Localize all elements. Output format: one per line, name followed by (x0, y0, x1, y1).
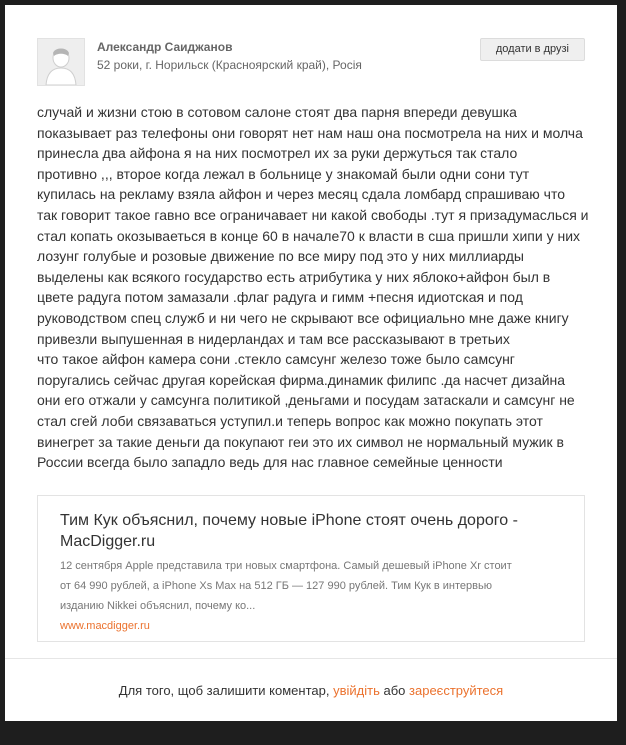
link-preview-description-line: от 64 990 рублей, а iPhone Xs Max на 512 ГБ — 127 990 рублей. Тим Кук в интервью (60, 580, 492, 592)
post-text-line: они его отжали у самсунга политикой ,деньгами и посудам затаскали и самсунг не (37, 392, 575, 409)
link-preview-description (60, 556, 570, 616)
post-text-line: так говорит такое гавно все ограничавает ни какой свободы .тут я призадумаслься и (37, 206, 589, 223)
comment-prompt-or: або (383, 683, 406, 698)
post-text-line: цвете радуга потом замазали .флаг радуга и гимм +песня идиотская и под (37, 289, 523, 306)
post-text-line: что такое айфон камера сони .стекло самсунг железо тоже было самсунг (37, 351, 515, 368)
post-text-line: стал сгей лоби связаваться уступил.и теперь вопрос как можно покупать этот (37, 412, 543, 429)
comment-prompt (5, 683, 617, 698)
user-placeholder-icon (38, 39, 84, 85)
post-card (5, 5, 617, 721)
post-text-line: лозунг голубые и розовые движение по все миру под это у них миллиарды (37, 248, 524, 265)
author-name[interactable]: Александр Саиджанов (97, 40, 233, 54)
post-text-line: привезли выпушенная в нидерландах и там все рассказывают в третьих (37, 330, 510, 347)
post-text-line: руководством спец служб и ни чего не скрывают все официально мне даже книгу (37, 309, 569, 326)
post-text-line: противно ,,, второе когда лежал в больнице у знакомай были одни сони тут (37, 165, 530, 182)
login-link[interactable]: увійдіть (333, 683, 380, 698)
divider (5, 658, 617, 659)
link-preview-card[interactable] (37, 495, 585, 642)
avatar[interactable] (37, 38, 85, 86)
post-text-line: винегрет за такие деньги да покупают геи это их символ не нормальный мужик в (37, 433, 564, 450)
post-text-line: принесла два айфона я на них посмотрел их за руки держуться так стало (37, 145, 518, 162)
post-text-line: России всегда было западло ведь для нас главное семейные ценности (37, 454, 503, 471)
link-preview-title[interactable]: Тим Кук объяснил, почему новые iPhone стоят очень дорого - MacDigger.ru (60, 512, 518, 550)
post-text-line: выделены как всякого государство есть атрибутика у них яблоко+айфон был в (37, 268, 551, 285)
post-text-line: показывает раз телефоны они говорят нет нам наш она посмотрела на них и молча (37, 124, 583, 141)
link-preview-description-line: изданию Nikkei объяснил, почему ко... (60, 600, 256, 612)
comment-prompt-text: Для того, щоб залишити коментар, (118, 683, 330, 698)
add-friend-button[interactable]: додати в друзі (480, 38, 585, 61)
link-preview-url[interactable]: www.macdigger.ru (60, 620, 150, 632)
author-meta: 52 роки, г. Норильск (Красноярский край), Росія (97, 58, 362, 72)
post-text (37, 102, 589, 473)
post-text-line: случай и жизни стою в сотовом салоне стоят два парня впереди девушка (37, 104, 517, 120)
post-text-line: купилась на рекламу взяла айфон и через месяц сдала ломбард спрашиваю что (37, 186, 566, 203)
register-link[interactable]: зареєструйтеся (409, 683, 504, 698)
post-text-line: стал копать окозываеться в конце 60 в начале70 к власти в сша пришли хипи у них (37, 227, 581, 244)
post-text-line: поругались сейчас другая корейская фирма.динамик филипс .да насчет дизайна (37, 371, 566, 388)
author-header (37, 38, 585, 90)
link-preview-description-line: 12 сентября Apple представила три новых смартфона. Самый дешевый iPhone Xr стоит (60, 560, 512, 572)
